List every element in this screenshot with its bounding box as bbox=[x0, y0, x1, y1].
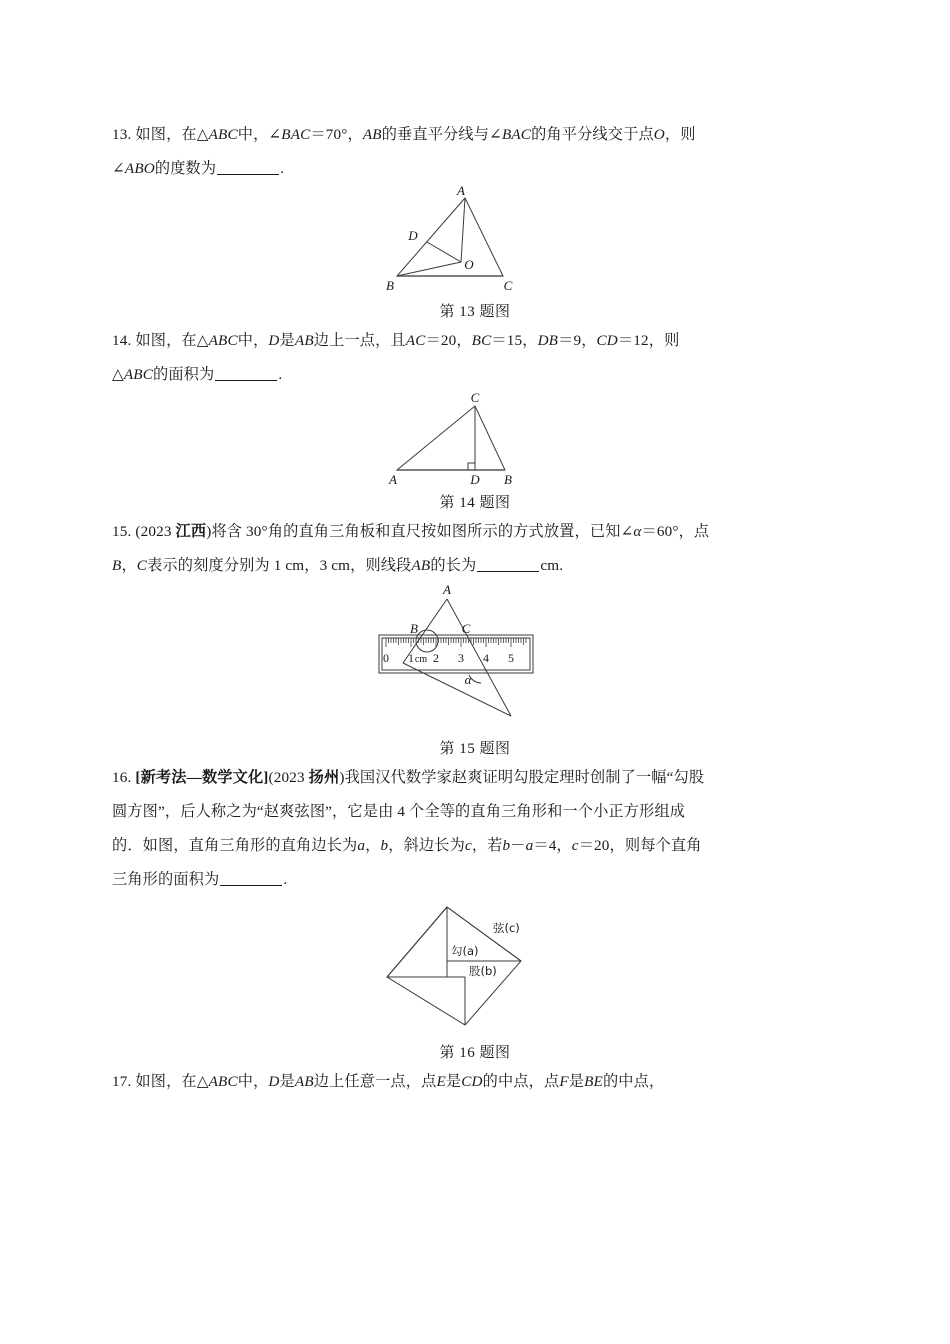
q15-figure bbox=[112, 583, 838, 733]
label-b: B bbox=[504, 472, 512, 487]
question-13 bbox=[112, 118, 838, 324]
q14-answer-blank[interactable] bbox=[215, 366, 277, 381]
q15-b: B bbox=[112, 557, 122, 574]
question-16 bbox=[112, 761, 838, 1065]
segment-do bbox=[427, 242, 461, 262]
ruler-tick-4: 4 bbox=[483, 651, 489, 665]
q15-p2: ＝60°，点 bbox=[641, 523, 710, 540]
label-long-leg: 股(b) bbox=[469, 964, 497, 978]
q16-b: b bbox=[380, 837, 389, 854]
q17-p8: 的中点， bbox=[602, 1073, 665, 1090]
question-17-text bbox=[112, 1065, 838, 1099]
q16-p11: . bbox=[283, 871, 288, 888]
ruler-unit-label: cm bbox=[414, 654, 428, 665]
q17-number: 17. bbox=[112, 1073, 132, 1090]
q13-answer-blank[interactable] bbox=[217, 160, 279, 175]
segment-ao bbox=[461, 198, 465, 262]
q14-p8: ＝12，则 bbox=[617, 332, 680, 349]
q16-p3: 的．如图，直角三角形的直角边长为 bbox=[112, 837, 358, 854]
ruler-tick-1: 1 bbox=[408, 651, 414, 665]
q14-d: D bbox=[268, 332, 280, 349]
q15-p5: 表示的刻度分别为 1 cm，3 cm，则线段 bbox=[147, 557, 412, 574]
question-14 bbox=[112, 324, 838, 515]
label-o: O bbox=[464, 257, 474, 272]
q14-p5: ＝20， bbox=[425, 332, 472, 349]
q15-source-open: (2023 bbox=[135, 523, 176, 540]
triangle-side-bottom bbox=[403, 663, 511, 716]
ruler-ticks bbox=[386, 638, 526, 647]
q16-source-region: 扬州 bbox=[308, 769, 340, 786]
q17-abc: ABC bbox=[208, 1073, 238, 1090]
q16-p10: 三角形的面积为 bbox=[112, 871, 220, 888]
label-d: D bbox=[470, 472, 480, 487]
label-c: C bbox=[470, 390, 480, 405]
q13-number: 13. bbox=[112, 126, 132, 143]
q15-source-region: 江西 bbox=[175, 523, 207, 540]
q16-b-2: b bbox=[502, 837, 511, 854]
label-a: A bbox=[389, 472, 397, 487]
question-16-text bbox=[112, 761, 838, 897]
label-b: B bbox=[386, 278, 394, 293]
q16-c: c bbox=[464, 837, 472, 854]
q13-p9: . bbox=[280, 160, 285, 177]
q15-diagram bbox=[365, 583, 585, 733]
q17-p7: 是 bbox=[568, 1073, 585, 1090]
q16-diagram bbox=[375, 897, 575, 1037]
triangle-abc bbox=[397, 406, 505, 470]
q14-p9: △ bbox=[112, 366, 124, 383]
q17-cd: CD bbox=[461, 1073, 483, 1090]
q13-caption: 第 13 题图 bbox=[439, 304, 511, 320]
q16-source-close: ) bbox=[339, 769, 345, 786]
q13-p8: 的度数为 bbox=[154, 160, 217, 177]
q14-p7: ＝9， bbox=[558, 332, 597, 349]
q15-c: C bbox=[136, 557, 148, 574]
label-c: C bbox=[503, 278, 513, 293]
q14-p3: 是 bbox=[279, 332, 295, 349]
label-hypotenuse: 弦(c) bbox=[493, 921, 520, 935]
question-14-text bbox=[112, 324, 838, 392]
q16-p5: ，斜边长为 bbox=[388, 837, 465, 854]
q16-a-2: a bbox=[525, 837, 534, 854]
q16-a: a bbox=[357, 837, 366, 854]
q14-abc-2: ABC bbox=[123, 366, 153, 383]
q15-p4: ， bbox=[121, 557, 137, 574]
q14-diagram bbox=[375, 392, 575, 487]
page-content bbox=[112, 118, 838, 1099]
q13-p2: 中，∠ bbox=[237, 126, 282, 143]
q15-alpha: α bbox=[633, 523, 642, 540]
q13-abo: ABO bbox=[124, 160, 155, 177]
q14-cd: CD bbox=[596, 332, 618, 349]
q14-figure bbox=[112, 392, 838, 487]
q17-tri: △ bbox=[196, 1073, 209, 1090]
segment-bo bbox=[397, 262, 461, 276]
q13-diagram bbox=[375, 183, 575, 296]
q14-caption: 第 14 题图 bbox=[439, 495, 511, 511]
q14-ab: AB bbox=[294, 332, 314, 349]
q16-method-tag: [新考法—数学文化] bbox=[135, 769, 269, 786]
q16-p9: ＝20，则每个直角 bbox=[578, 837, 702, 854]
q14-bc: BC bbox=[471, 332, 492, 349]
q17-e: E bbox=[436, 1073, 446, 1090]
right-angle-mark bbox=[468, 463, 475, 470]
q14-p6: ＝15， bbox=[491, 332, 538, 349]
ruler-tick-2: 2 bbox=[433, 651, 439, 665]
q17-p6: 的中点，点 bbox=[482, 1073, 560, 1090]
ruler-tick-3: 3 bbox=[458, 651, 464, 665]
label-a: A bbox=[443, 582, 451, 597]
q15-number: 15. bbox=[112, 523, 132, 540]
label-a: A bbox=[457, 183, 465, 198]
q13-o: O bbox=[653, 126, 665, 143]
q17-f: F bbox=[559, 1073, 569, 1090]
q16-p8: ＝4， bbox=[533, 837, 572, 854]
label-c: C bbox=[461, 621, 471, 636]
q16-figure bbox=[112, 897, 838, 1037]
q16-p7: － bbox=[510, 837, 526, 854]
q14-p10: 的面积为 bbox=[152, 366, 215, 383]
q17-p2: 中， bbox=[237, 1073, 269, 1090]
q13-p1: 如图，在 bbox=[135, 126, 197, 143]
question-15-text bbox=[112, 515, 838, 583]
q13-p6: ，则 bbox=[664, 126, 696, 143]
q16-p2: 圆方图”，后人称之为“赵爽弦图”，它是由 4 个全等的直角三角形和一个小正方形组成 bbox=[112, 803, 686, 820]
q14-db: DB bbox=[537, 332, 559, 349]
q13-tri: △ bbox=[196, 126, 209, 143]
q17-p1: 如图，在 bbox=[135, 1073, 197, 1090]
ruler-tick-0: 0 bbox=[383, 651, 389, 665]
q13-bac-2: BAC bbox=[501, 126, 532, 143]
q13-p5: 的角平分线交于点 bbox=[531, 126, 654, 143]
label-d: D bbox=[408, 228, 418, 243]
q17-p3: 是 bbox=[279, 1073, 295, 1090]
q14-p11: . bbox=[278, 366, 283, 383]
q13-p7: ∠ bbox=[112, 160, 125, 177]
q14-p2: 中， bbox=[237, 332, 269, 349]
question-15 bbox=[112, 515, 838, 761]
q16-p6: ，若 bbox=[471, 837, 503, 854]
q14-tri: △ bbox=[196, 332, 209, 349]
q16-p4: ， bbox=[365, 837, 381, 854]
question-13-text bbox=[112, 118, 838, 186]
q13-figure bbox=[112, 183, 838, 296]
q15-ab: AB bbox=[411, 557, 431, 574]
q16-answer-blank[interactable] bbox=[220, 871, 282, 886]
ruler-hole bbox=[416, 630, 438, 652]
q13-p4: 的垂直平分线与∠ bbox=[381, 126, 502, 143]
question-17 bbox=[112, 1065, 838, 1099]
label-short-leg: 勾(a) bbox=[451, 944, 479, 958]
q16-c-2: c bbox=[571, 837, 579, 854]
q13-bac-1: BAC bbox=[281, 126, 311, 143]
q16-number: 16. bbox=[112, 769, 132, 786]
q13-ab: AB bbox=[362, 126, 382, 143]
q16-caption: 第 16 题图 bbox=[439, 1045, 511, 1061]
q15-answer-blank[interactable] bbox=[477, 557, 539, 572]
q16-p1: 我国汉代数学家赵爽证明勾股定理时创制了一幅“勾股 bbox=[344, 769, 705, 786]
q17-be: BE bbox=[584, 1073, 603, 1090]
q16-source-open: (2023 bbox=[268, 769, 309, 786]
ruler-tick-5: 5 bbox=[508, 651, 514, 665]
q17-d: D bbox=[268, 1073, 280, 1090]
q17-p4: 边上任意一点，点 bbox=[313, 1073, 437, 1090]
q13-abc: ABC bbox=[208, 126, 238, 143]
q13-p3: ＝70°， bbox=[310, 126, 363, 143]
label-b: B bbox=[410, 621, 418, 636]
q15-caption: 第 15 题图 bbox=[439, 741, 511, 757]
q14-p1: 如图，在 bbox=[135, 332, 197, 349]
q15-source-close: ) bbox=[206, 523, 212, 540]
q15-p7: cm. bbox=[540, 557, 564, 574]
q17-ab: AB bbox=[294, 1073, 314, 1090]
q15-p1: 将含 30°角的直角三角板和直尺按如图所示的方式放置，已知∠ bbox=[211, 523, 634, 540]
label-alpha: α bbox=[464, 672, 472, 687]
hypotenuse-upper-left bbox=[387, 907, 447, 977]
triangle-side-right bbox=[447, 599, 511, 716]
q14-ac: AC bbox=[405, 332, 426, 349]
q14-p4: 边上一点，且 bbox=[313, 332, 406, 349]
q14-number: 14. bbox=[112, 332, 132, 349]
q15-p6: 的长为 bbox=[430, 557, 477, 574]
q17-p5: 是 bbox=[445, 1073, 462, 1090]
q14-abc: ABC bbox=[208, 332, 238, 349]
